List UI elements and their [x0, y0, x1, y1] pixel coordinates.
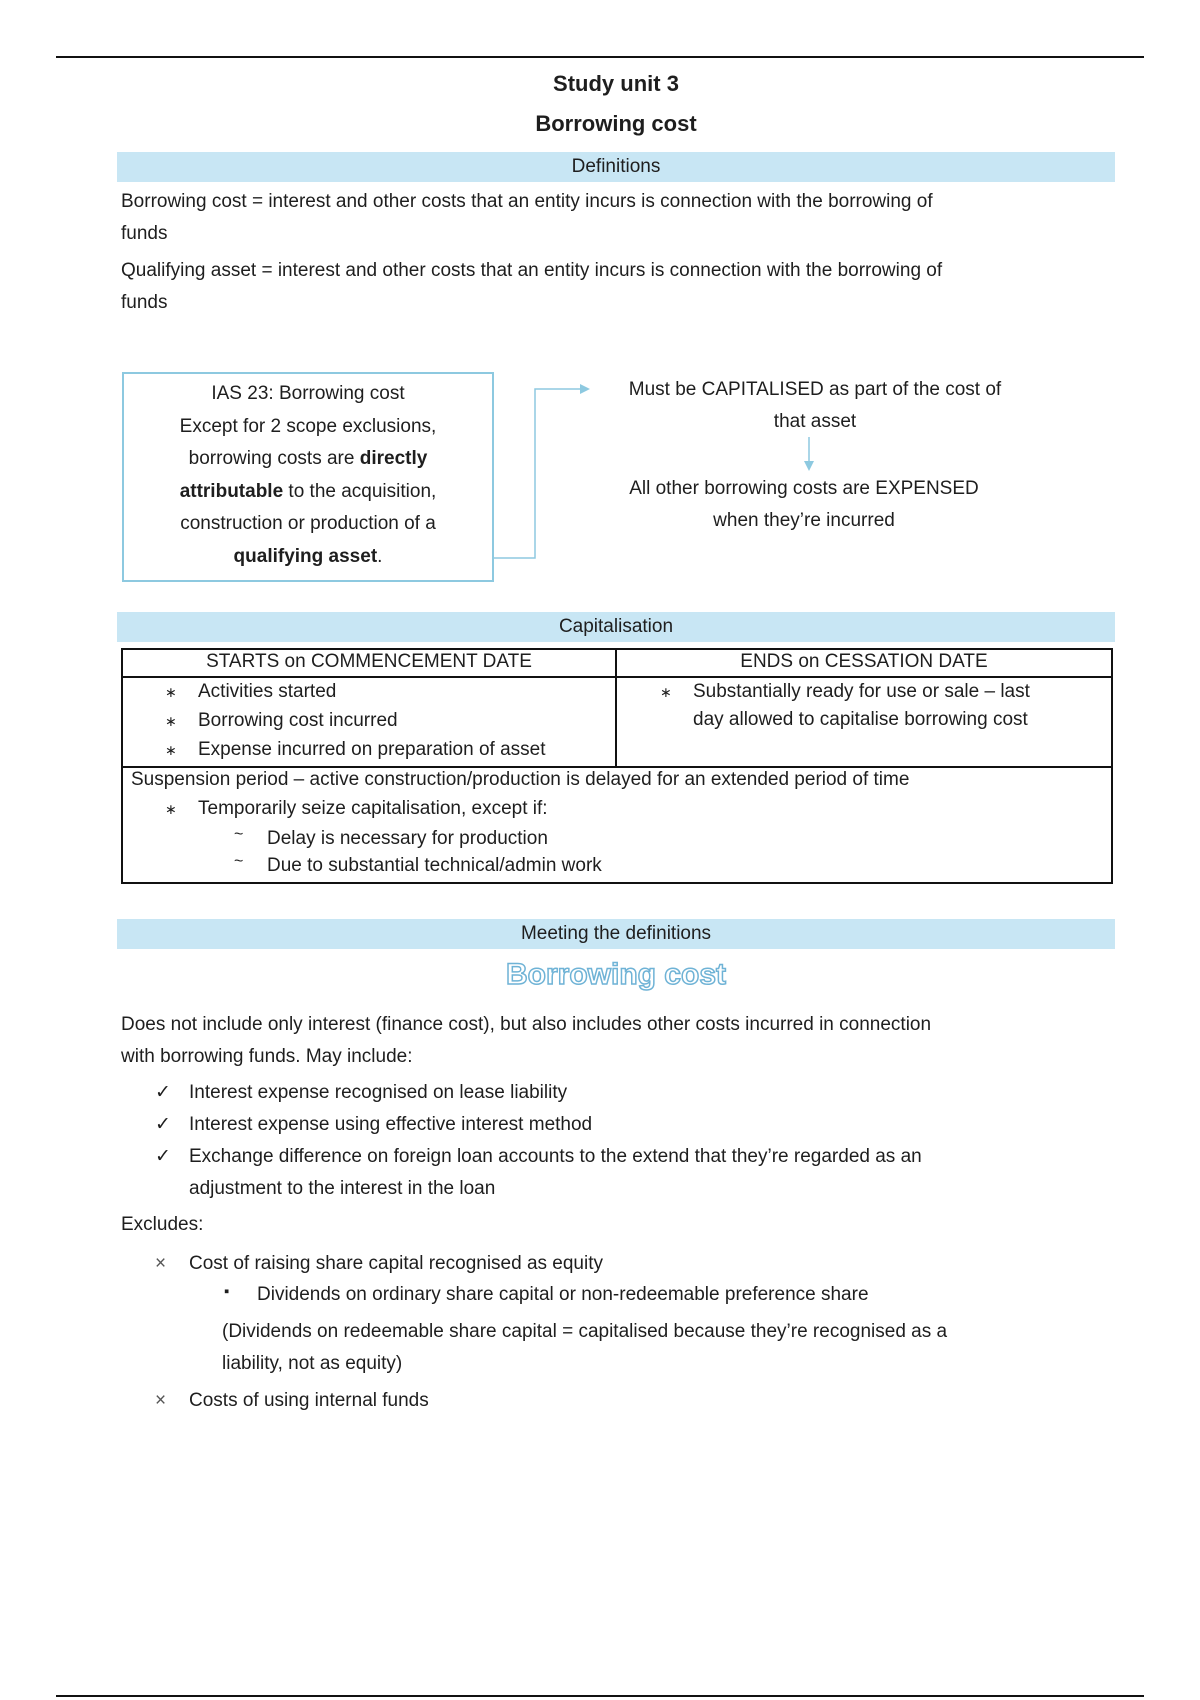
borrowing-cost-intro: Does not include only interest (finance cost), but also includes other costs incurred in connection with borrowing funds. May include: — [121, 1014, 932, 1067]
ias23-box: IAS 23: Borrowing cost Except for 2 scope exclusions, borrowing costs are directly attributable to the acquisition, construction or production of a qualifying asset. — [122, 372, 494, 582]
suspension-exception: Delay is necessary for production — [267, 828, 548, 849]
star-bullet-icon: ∗ — [165, 742, 177, 758]
ends-header: ENDS on CESSATION DATE — [740, 651, 988, 672]
starts-item: Activities started — [198, 681, 337, 702]
check-icon: ✓ — [155, 1082, 171, 1103]
include-item: Exchange difference on foreign loan accounts to the extend that they’re regarded as an — [189, 1146, 922, 1167]
page-title: Borrowing cost — [535, 111, 697, 136]
suspension-item: Temporarily seize capitalisation, except if: — [198, 798, 548, 819]
check-icon: ✓ — [155, 1114, 171, 1135]
exclude-item: Costs of using internal funds — [189, 1390, 429, 1411]
star-bullet-icon: ∗ — [165, 713, 177, 729]
expensed-note: All other borrowing costs are EXPENSED when they’re incurred — [629, 478, 979, 531]
arrow-down-icon — [804, 461, 814, 471]
tilde-bullet-icon: ~ — [234, 826, 244, 843]
star-bullet-icon: ∗ — [660, 684, 672, 700]
tilde-bullet-icon: ~ — [234, 853, 244, 870]
connector-line-icon — [494, 389, 582, 558]
borrowing-cost-definition: Borrowing cost = interest and other costs that an entity incurs is connection with the borrowing of funds — [121, 191, 933, 244]
ias23-title: IAS 23: Borrowing cost — [211, 383, 405, 404]
cross-icon: × — [155, 1390, 167, 1411]
qualifying-asset-definition: Qualifying asset = interest and other costs that an entity incurs is connection with the borrowing of funds — [121, 260, 943, 313]
ends-item: Substantially ready for use or sale – last day allowed to capitalise borrowing cost — [693, 681, 1030, 730]
include-item: Interest expense using effective interest method — [189, 1114, 593, 1135]
cross-icon: × — [155, 1253, 167, 1274]
square-bullet-icon: ▪ — [224, 1283, 230, 1300]
suspension-period: Suspension period – active construction/production is delayed for an extended period of time — [131, 769, 910, 790]
excludes-label: Excludes: — [121, 1214, 204, 1235]
include-item: Interest expense recognised on lease liability — [189, 1082, 568, 1103]
arrow-right-icon — [580, 384, 590, 394]
capitalisation-band: Capitalisation — [117, 612, 1115, 642]
borrowing-cost-heading: Borrowing cost — [505, 958, 726, 991]
bottom-rule — [56, 1695, 1144, 1697]
meeting-definitions-band: Meeting the definitions — [117, 919, 1115, 949]
study-unit-title: Study unit 3 — [553, 71, 679, 96]
exclude-note: (Dividends on redeemable share capital = capitalised because they’re recognised as a liability, not as equity) — [222, 1321, 948, 1374]
exclude-sub-item: Dividends on ordinary share capital or non-redeemable preference share — [257, 1284, 869, 1305]
starts-item: Borrowing cost incurred — [198, 710, 398, 731]
flow-connector — [0, 0, 1200, 700]
starts-header: STARTS on COMMENCEMENT DATE — [206, 651, 532, 672]
exclude-item: Cost of raising share capital recognised as equity — [189, 1253, 604, 1274]
capitalised-note: Must be CAPITALISED as part of the cost of that asset — [628, 379, 1002, 432]
include-item-continued: adjustment to the interest in the loan — [189, 1178, 496, 1199]
star-bullet-icon: ∗ — [165, 801, 177, 817]
suspension-exception: Due to substantial technical/admin work — [267, 855, 602, 876]
starts-item: Expense incurred on preparation of asset — [198, 739, 546, 760]
star-bullet-icon: ∗ — [165, 684, 177, 700]
definitions-band: Definitions — [117, 152, 1115, 182]
check-icon: ✓ — [155, 1146, 171, 1167]
